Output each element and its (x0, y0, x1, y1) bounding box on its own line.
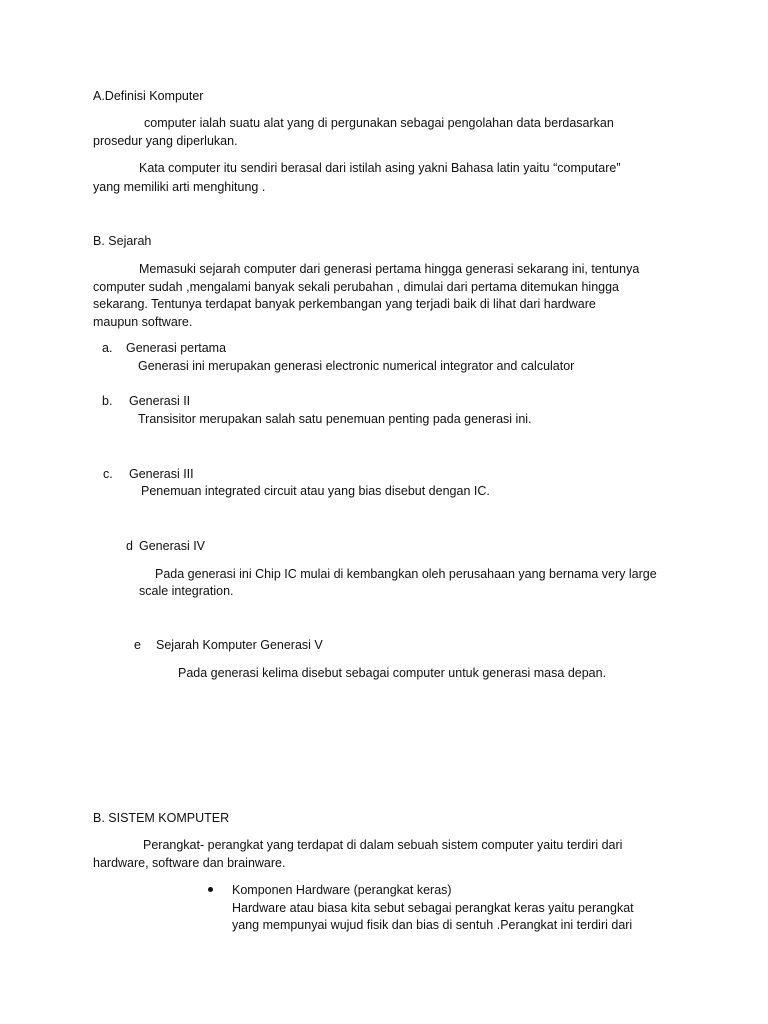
section-sistem-para-line1: Perangkat- perangkat yang terdapat di dalam sebuah sistem computer yaitu terdiri dari (143, 838, 623, 852)
bullet-line1: Hardware atau biasa kita sebut sebagai perangkat keras yaitu perangkat (232, 901, 634, 915)
list-item-desc: Penemuan integrated circuit atau yang bias disebut dengan IC. (141, 484, 490, 498)
section-a-para1-line2: prosedur yang diperlukan. (93, 134, 238, 148)
section-b-intro-line4: maupun software. (93, 315, 193, 329)
list-item-desc: Transisitor merupakan salah satu penemuan penting pada generasi ini. (138, 412, 532, 426)
list-item-desc: Pada generasi kelima disebut sebagai computer untuk generasi masa depan. (178, 666, 607, 680)
section-a-para1-line1: computer ialah suatu alat yang di pergunakan sebagai pengolahan data berdasarkan (144, 116, 614, 130)
bullet-title: Komponen Hardware (perangkat keras) (232, 883, 452, 897)
section-b-intro-line2: computer sudah ,mengalami banyak sekali perubahan , dimulai dari pertama ditemukan hingga (93, 280, 620, 294)
list-marker: d (126, 539, 133, 553)
section-b-heading: B. Sejarah (93, 234, 152, 248)
list-item-title: Sejarah Komputer Generasi V (156, 638, 323, 652)
section-a-para2-line1: Kata computer itu sendiri berasal dari istilah asing yakni Bahasa latin yaitu “computare” (139, 161, 621, 175)
list-item-title: Generasi IV (139, 539, 206, 553)
bullet-icon (208, 887, 213, 892)
list-marker: c. (103, 467, 113, 481)
list-item-title: Generasi pertama (126, 341, 227, 355)
list-marker: e (134, 638, 141, 652)
section-a-heading: A.Definisi Komputer (93, 89, 204, 103)
list-marker: a. (102, 341, 113, 355)
section-b-intro-line1: Memasuki sejarah computer dari generasi pertama hingga generasi sekarang ini, tentunya (139, 262, 640, 276)
list-item-desc-line1: Pada generasi ini Chip IC mulai di kembangkan oleh perusahaan yang bernama very large (155, 567, 657, 581)
list-item-title: Generasi III (129, 467, 194, 481)
list-item-desc-line2: scale integration. (139, 584, 234, 598)
list-item-title: Generasi II (129, 394, 191, 408)
list-item-desc: Generasi ini merupakan generasi electronic numerical integrator and calculator (138, 359, 575, 373)
section-a-para2-line2: yang memiliki arti menghitung . (93, 180, 266, 194)
section-sistem-para-line2: hardware, software dan brainware. (93, 856, 286, 870)
list-marker: b. (102, 394, 113, 408)
bullet-line2: yang mempunyai wujud fisik dan bias di sentuh .Perangkat ini terdiri dari (232, 918, 633, 932)
section-b-intro-line3: sekarang. Tentunya terdapat banyak perkembangan yang terjadi baik di lihat dari hardware (93, 297, 596, 311)
section-sistem-heading: B. SISTEM KOMPUTER (93, 811, 230, 825)
